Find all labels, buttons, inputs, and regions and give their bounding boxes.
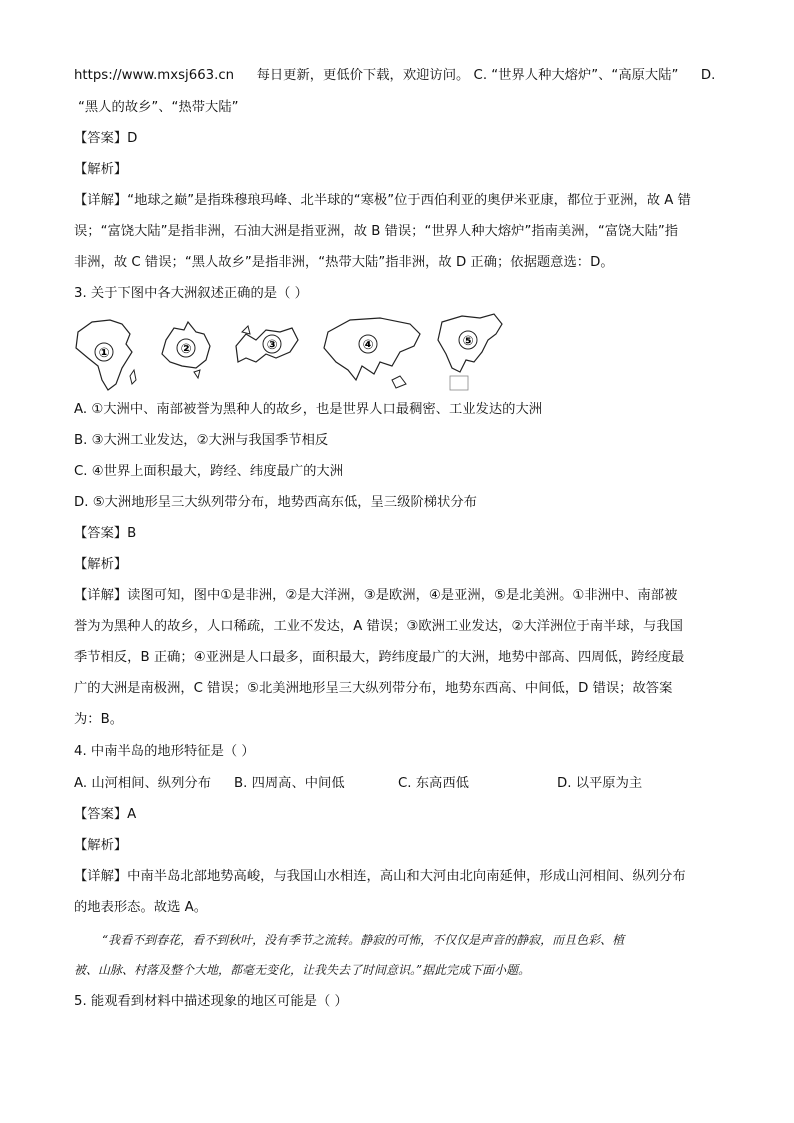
asia-map (324, 318, 420, 388)
q2-analysis-label: 【解析】 (74, 162, 128, 177)
q3-detail-line: 为：B。 (74, 712, 124, 727)
q4-detail-line: 的地表形态。故选 A。 (74, 900, 207, 915)
q3-option-b: B. ③大洲工业发达，②大洲与我国季节相反 (74, 433, 329, 448)
prev-option-c: C. “世界人种大熔炉”、“高原大陆” (473, 68, 679, 83)
map-label-3: ③ (266, 338, 278, 353)
source-url[interactable]: https://www.mxsj663.cn (74, 68, 235, 83)
map-label-5: ⑤ (462, 334, 474, 349)
material-line: 被、山脉、村落及整个大地，都毫无变化，让我失去了时间意识。”据此完成下面小题。 (74, 963, 531, 977)
north-america-map (438, 314, 502, 390)
q2-answer: 【答案】D (74, 131, 138, 146)
q3-option-c: C. ④世界上面积最大，跨经、纬度最广的大洲 (74, 464, 344, 479)
q3-detail-line: 广的大洲是南极洲，C 错误；⑤北美洲地形呈三大纵列带分布，地势东西高、中间低，D 错误；故答案 (74, 681, 673, 696)
q2-detail-line: 误；“富饶大陆”是指非洲，石油大洲是指亚洲，故 B 错误；“世界人种大熔炉”指南美洲，“富饶大陆”指 (74, 224, 679, 239)
map-label-4: ④ (362, 338, 374, 353)
q3-analysis-label: 【解析】 (74, 557, 128, 572)
prev-option-d-label: D. (700, 68, 716, 83)
q4-option-c: C. 东高西低 (398, 776, 469, 791)
q4-stem: 4. 中南半岛的地形特征是（ ） (74, 744, 255, 759)
q3-detail-line: 【详解】读图可知，图中①是非洲，②是大洋洲，③是欧洲，④是亚洲，⑤是北美洲。①非洲中、南部被 (74, 588, 678, 603)
q4-detail-line: 【详解】中南半岛北部地势高峻，与我国山水相连，高山和大河由北向南延伸，形成山河相间、纵列分布 (74, 869, 686, 884)
map-label-2: ② (180, 342, 192, 357)
header-line (74, 66, 715, 86)
q2-detail-line: 非洲，故 C 错误；“黑人故乡”是指非洲，“热带大陆”指非洲，故 D 正确；依据题意选：D。 (74, 255, 614, 270)
europe-map (236, 326, 298, 362)
oceania-map (162, 322, 210, 378)
q3-stem: 3. 关于下图中各大洲叙述正确的是（ ） (74, 286, 308, 301)
q4-option-d: D. 以平原为主 (557, 776, 643, 791)
q4-analysis-label: 【解析】 (74, 838, 128, 853)
promo-text: 每日更新，更低价下载，欢迎访问。 (256, 68, 470, 83)
q4-option-b: B. 四周高、中间低 (234, 776, 345, 791)
q3-detail-line: 季节相反，B 正确；④亚洲是人口最多，面积最大，跨纬度最广的大洲，地势中部高、四周低，跨经度最 (74, 650, 685, 665)
q3-option-d: D. ⑤大洲地形呈三大纵列带分布，地势西高东低，呈三级阶梯状分布 (74, 495, 477, 510)
prev-option-d-text: “黑人的故乡”、“热带大陆” (78, 100, 239, 115)
q3-option-a: A. ①大洲中、南部被誉为黑种人的故乡，也是世界人口最稠密、工业发达的大洲 (74, 402, 543, 417)
continent-maps (70, 310, 530, 395)
q3-answer: 【答案】B (74, 526, 137, 541)
map-label-1: ① (98, 346, 110, 361)
q4-option-a: A. 山河相间、纵列分布 (74, 776, 211, 791)
material-line: “我看不到春花，看不到秋叶，没有季节之流转。静寂的可怖，不仅仅是声音的静寂，而且色彩、植 (102, 933, 625, 947)
q3-detail-line: 誉为为黑种人的故乡，人口稀疏，工业不发达，A 错误；③欧洲工业发达，②大洋洲位于南半球，与我国 (74, 619, 683, 634)
africa-map (76, 320, 136, 390)
q5-stem: 5. 能观看到材料中描述现象的地区可能是（ ） (74, 994, 348, 1009)
q2-detail-line: 【详解】“地球之巅”是指珠穆琅玛峰、北半球的“寒极”位于西伯利亚的奥伊米亚康，都位于亚洲，故 A 错 (74, 193, 691, 208)
q4-answer: 【答案】A (74, 807, 137, 822)
